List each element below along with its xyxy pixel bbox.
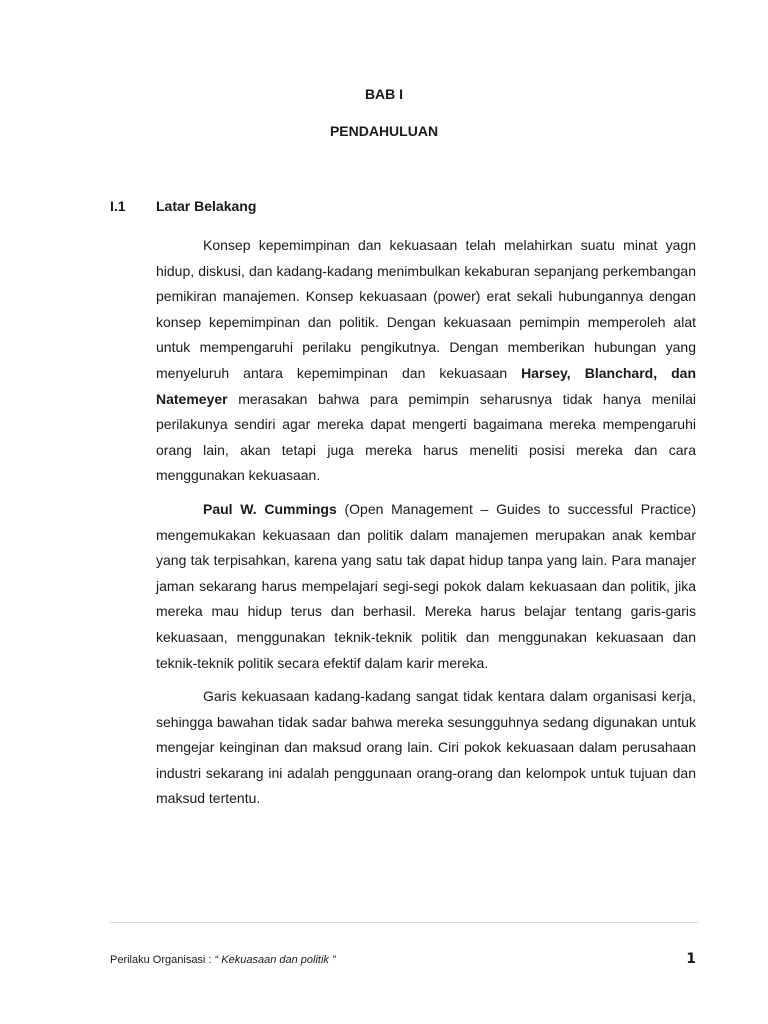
page-number: 1 <box>686 951 696 967</box>
chapter-subtitle: PENDAHULUAN <box>329 123 439 139</box>
paragraph-text: merasakan bahwa para pemimpin seharusnya tidak hanya menilai perilakunya sendiri agar mereka dapat mengerti bagaimana mereka mempengaruhi orang lain, akan tetapi juga mereka harus meneliti posisi mereka dan cara menggunakan kekuasaan. <box>156 390 696 484</box>
paragraph-3 <box>156 684 696 812</box>
paragraph-2 <box>156 497 696 676</box>
footer-label: Perilaku Organisasi : <box>110 954 215 966</box>
emphasis-text: Paul W. Cummings <box>203 500 337 517</box>
body-text <box>156 233 696 820</box>
footer-title: “ Kekuasaan dan politik ” <box>214 954 336 966</box>
paragraph-text: Konsep kepemimpinan dan kekuasaan telah melahirkan suatu minat yagn hidup, diskusi, dan kadang-kadang menimbulkan kekaburan sepanjang perkembangan pemikiran manajemen. Konsep kekuasaan (power) erat sekali hubungannya dengan konsep kepemimpinan dan politik. Dengan kekuasaan pemimpin memperoleh alat untuk mempengaruhi perilaku pengikutnya. Dengan memberikan hubungan yang menyeluruh antara kepemimpinan dan kekuasaan <box>156 237 696 381</box>
section-heading <box>110 198 256 214</box>
footer-divider <box>110 922 698 923</box>
emphasis-text: Harsey, Blanchard, dan Natemeyer <box>156 364 697 407</box>
chapter-title: BAB I <box>364 86 404 102</box>
paragraph-text: Garis kekuasaan kadang-kadang sangat tidak kentara dalam organisasi kerja, sehingga bawahan tidak sadar bahwa mereka sesungguhnya sedang digunakan untuk mengejar keinginan dan maksud orang lain. Ciri pokok kekuasaan dalam perusahaan industri sekarang ini adalah penggunaan orang-orang dan kelompok untuk tujuan dan maksud tertentu. <box>156 688 696 807</box>
section-title: Latar Belakang <box>156 198 257 214</box>
paragraph-1 <box>156 233 696 489</box>
footer-caption <box>110 954 336 966</box>
paragraph-text: (Open Management – Guides to successful Practice) mengemukakan kekuasaan dan politik dalam manajemen merupakan anak kembar yang tak terpisahkan, karena yang satu tak dapat hidup tanpa yang lain. Para manajer jaman sekarang harus mempelajari segi-segi pokok dalam kekuasaan dan politik, jika mereka mau hidup terus dan berhasil. Mereka harus belajar tentang garis-garis kekuasaan, menggunakan teknik-teknik politik dan menggunakan kekuasaan dan teknik-teknik politik secara efektif dalam karir mereka. <box>156 500 696 671</box>
section-number: I.1 <box>110 198 126 214</box>
